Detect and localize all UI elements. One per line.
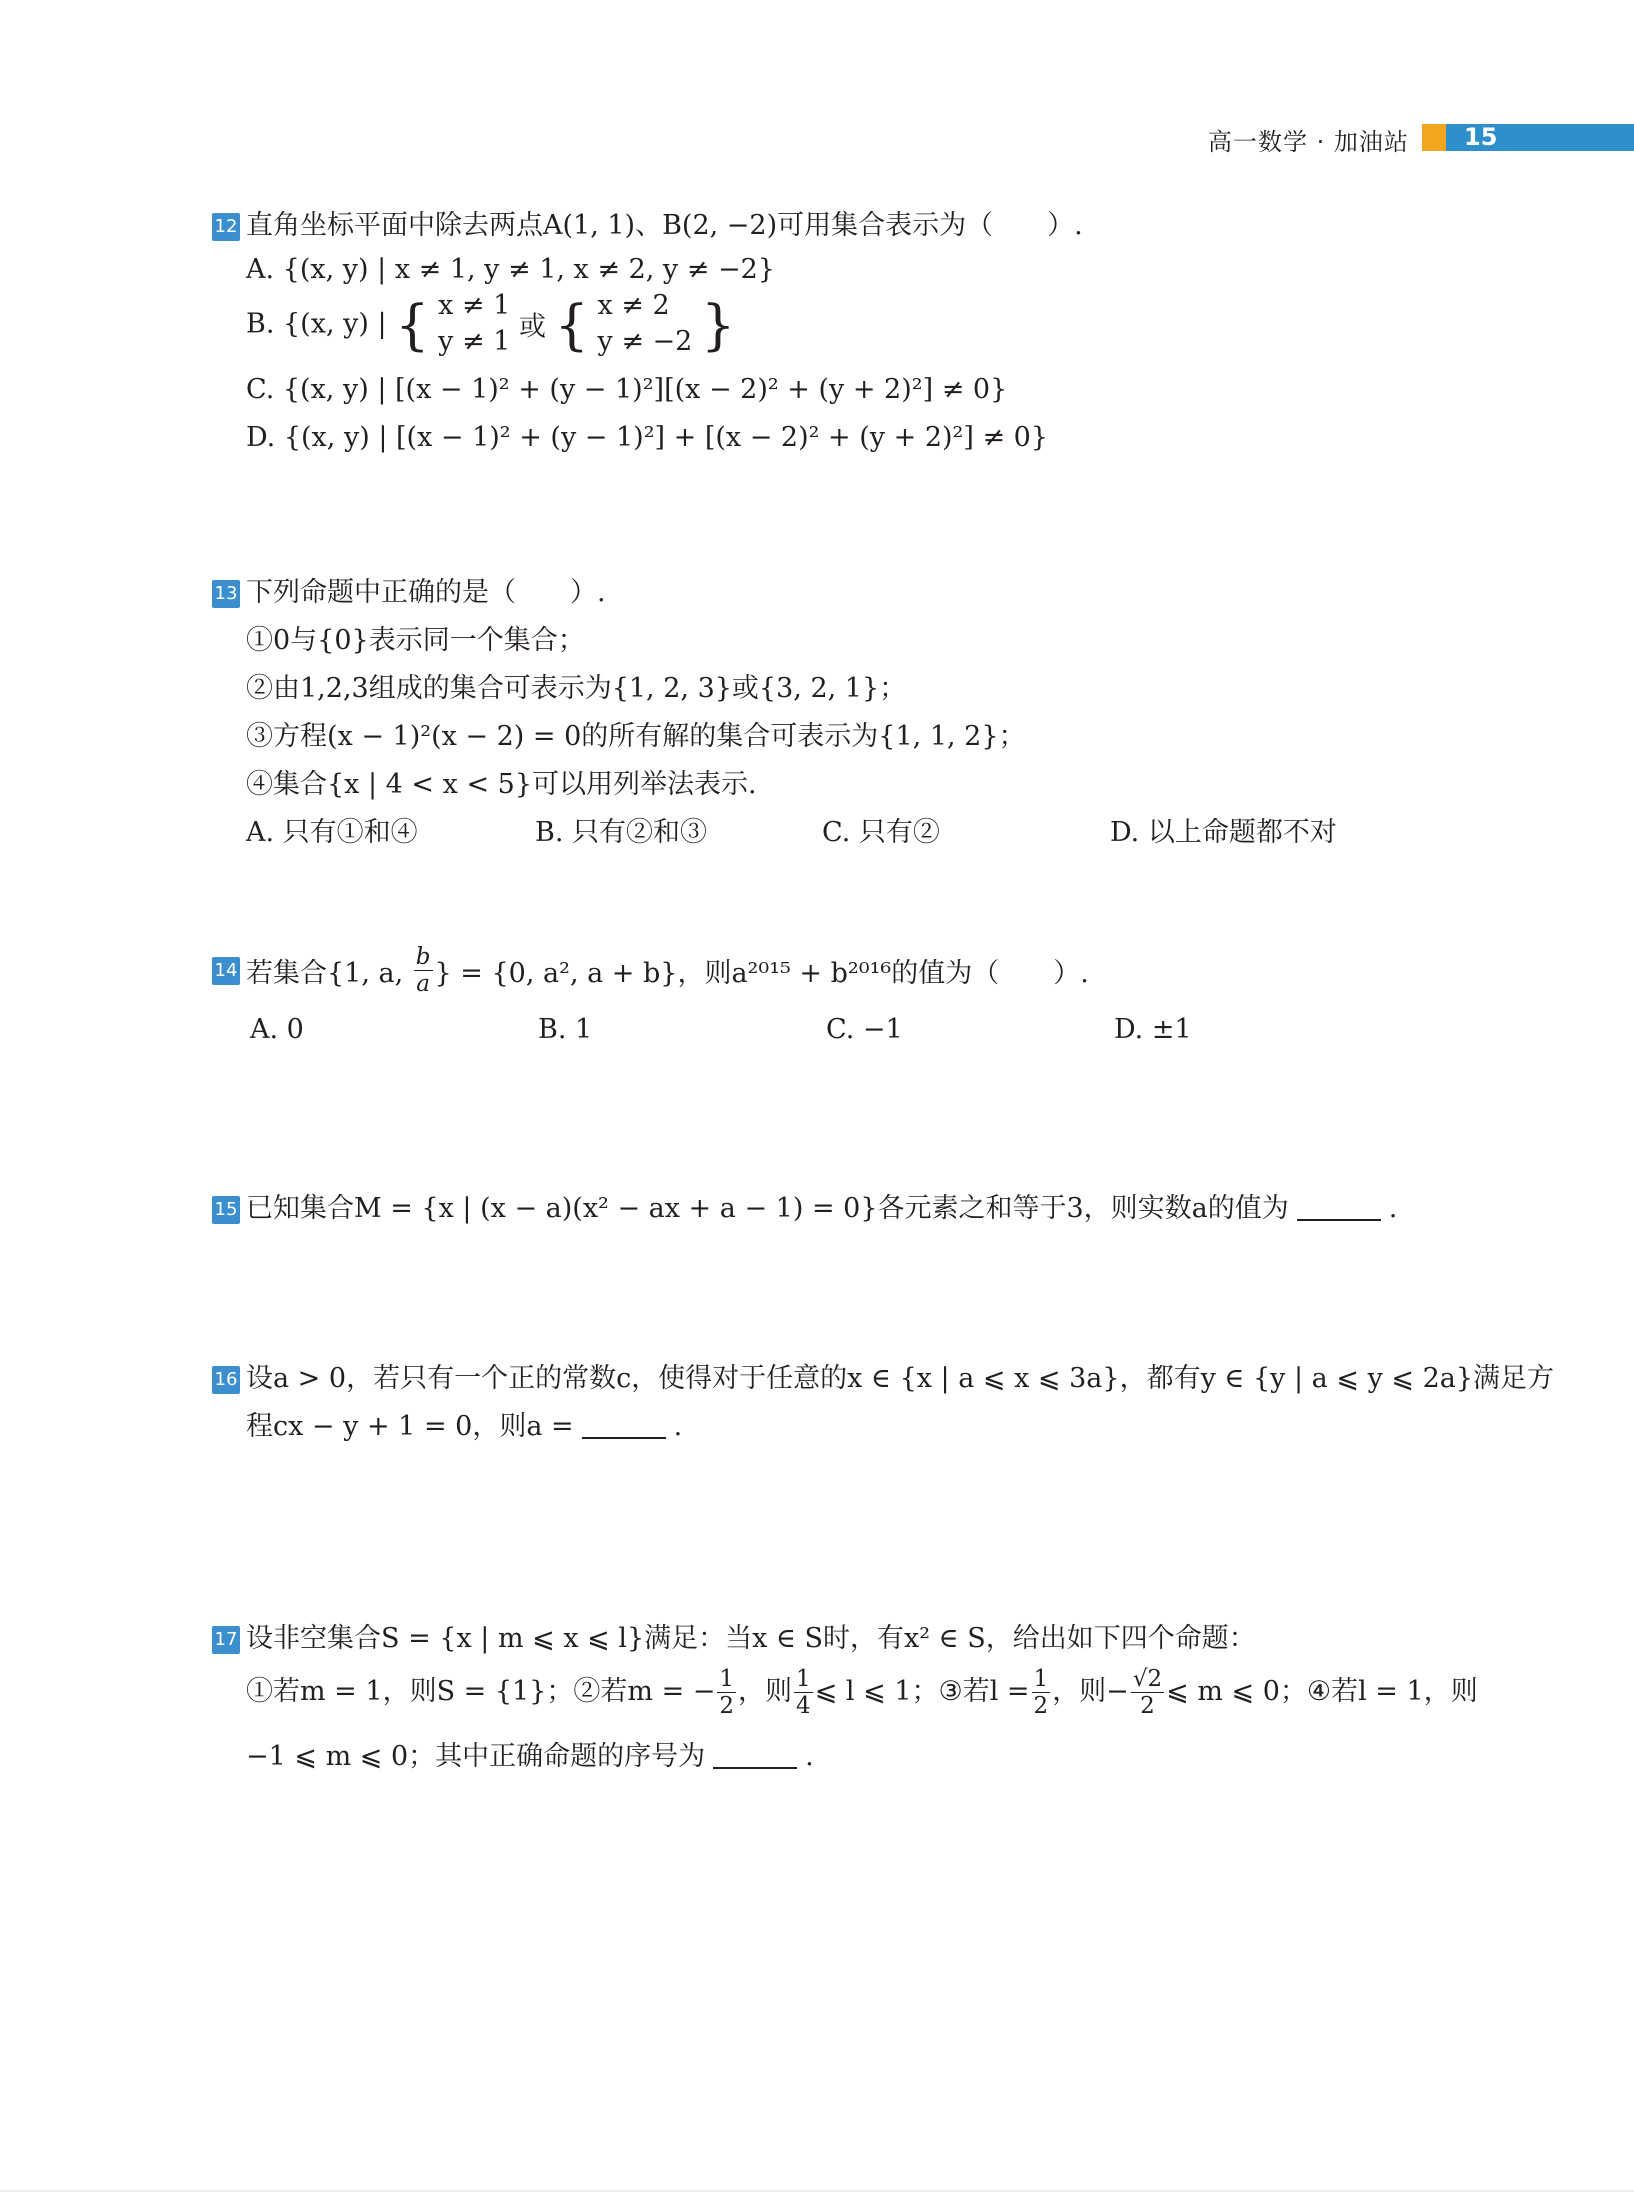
q17-frac-4 — [1131, 1666, 1164, 1719]
q13-number: 13 — [212, 580, 240, 608]
q12-option-c: C. {(x, y) | [(x − 1)² + (y − 1)²][(x − 2)² + (y + 2)²] ≠ 0} — [246, 374, 1008, 405]
q12-option-b-prefix: B. {(x, y) | — [246, 308, 387, 340]
q17-f2-num: 1 — [796, 1666, 811, 1692]
q16-answer-blank[interactable] — [582, 1437, 666, 1439]
q12-option-a: A. {(x, y) | x ≠ 1, y ≠ 1, x ≠ 2, y ≠ −2} — [246, 254, 775, 285]
q14-stem-line — [212, 944, 1089, 997]
q17-f2-den: 4 — [796, 1693, 811, 1719]
q17-f4-den: 2 — [1140, 1693, 1155, 1719]
q16-line-1 — [212, 1356, 1554, 1395]
q15-number: 15 — [212, 1196, 240, 1224]
q12-b-or: 或 — [518, 311, 546, 343]
q17-line-2 — [246, 1734, 814, 1773]
q13-option-b: B. 只有②和③ — [535, 817, 708, 848]
q14-number: 14 — [212, 957, 240, 985]
q17-p3: ⩽ l ⩽ 1；③若l = — [814, 1676, 1030, 1707]
q17-f4-num: √2 — [1132, 1666, 1163, 1692]
q13-statement-4: ④集合{x | 4 < x < 5}可以用列举法表示. — [246, 769, 757, 800]
q12-option-b-case1 — [438, 288, 510, 360]
q13-option-d: D. 以上命题都不对 — [1110, 817, 1337, 848]
q17-p4: ，则− — [1052, 1676, 1129, 1707]
q17-p5: ⩽ m ⩽ 0；④若l = 1，则 — [1166, 1676, 1478, 1707]
q14-option-c: C. −1 — [826, 1014, 903, 1045]
question-15 — [212, 1186, 1397, 1225]
q14-frac-numerator: b — [415, 944, 431, 970]
q17-f3-den: 2 — [1033, 1693, 1049, 1719]
q15-stem: 已知集合M = {x | (x − a)(x² − ax + a − 1) = 0}各元素之和等于3，则实数a的值为 — [246, 1193, 1289, 1224]
q16-line-2 — [246, 1404, 682, 1443]
q14-stem-pre: 若集合{1, a, — [246, 958, 404, 989]
q13-option-a: A. 只有①和④ — [246, 817, 418, 848]
q13-stem: 下列命题中正确的是（ ）. — [246, 577, 606, 608]
q17-f3-num: 1 — [1033, 1666, 1049, 1692]
q12-b-case1-top: x ≠ 1 — [438, 290, 511, 321]
q17-f1-num: 1 — [719, 1666, 735, 1692]
q12-stem-line — [212, 203, 1083, 242]
q16-stem-line2: 程cx − y + 1 = 0，则a = — [246, 1411, 574, 1442]
header-accent-block — [1422, 124, 1446, 151]
header-title: 高一数学 · 加油站 — [1208, 128, 1409, 156]
q16-number: 16 — [212, 1366, 240, 1394]
q16-end: . — [673, 1411, 683, 1442]
q14-stem-post: } = {0, a², a + b}，则a²⁰¹⁵ + b²⁰¹⁶的值为（ ）. — [434, 958, 1089, 989]
q12-option-b-brace-close: } — [700, 293, 736, 357]
q12-option-d: D. {(x, y) | [(x − 1)² + (y − 1)²] + [(x − 2)² + (y + 2)²] ≠ 0} — [246, 422, 1049, 453]
q14-option-d: D. ±1 — [1114, 1014, 1192, 1045]
q17-propositions — [246, 1660, 1478, 1724]
q15-end: . — [1388, 1193, 1398, 1224]
q12-option-b-brace: { — [395, 293, 430, 357]
q17-stem: 设非空集合S = {x | m ⩽ x ⩽ l}满足：当x ∈ S时，有x² ∈ S，给出如下四个命题： — [246, 1623, 1256, 1654]
q12-b-case2-bottom: y ≠ −2 — [597, 326, 693, 357]
q17-end: . — [805, 1741, 814, 1772]
q14-option-a: A. 0 — [250, 1014, 304, 1045]
q14-fraction-b-over-a — [414, 944, 433, 997]
q12-b-case1-bottom: y ≠ 1 — [438, 326, 511, 357]
q17-number: 17 — [212, 1626, 240, 1654]
q13-statement-2: ②由1,2,3组成的集合可表示为{1, 2, 3}或{3, 2, 1}； — [246, 673, 907, 704]
q13-statement-1: ①0与{0}表示同一个集合； — [246, 625, 585, 656]
q12-b-case2-top: x ≠ 2 — [597, 290, 670, 321]
q14-frac-denominator: a — [416, 971, 431, 997]
q17-answer-blank[interactable] — [713, 1767, 797, 1769]
q12-option-b-brace2: { — [554, 293, 589, 357]
q17-p1: ①若m = 1，则S = {1}；②若m = − — [246, 1676, 716, 1707]
q13-option-c: C. 只有② — [822, 817, 940, 848]
q17-frac-3 — [1032, 1666, 1051, 1719]
q12-number: 12 — [212, 213, 240, 241]
q12-option-b — [246, 288, 735, 372]
q12-option-b-case2 — [598, 288, 693, 360]
footer-divider — [0, 2190, 1634, 2192]
q13-statement-3: ③方程(x − 1)²(x − 2) = 0的所有解的集合可表示为{1, 1, 2}； — [246, 721, 1026, 752]
q17-frac-1 — [717, 1666, 736, 1719]
q16-stem-line1: 设a > 0，若只有一个正的常数c，使得对于任意的x ∈ {x | a ⩽ x ⩽ 3a}，都有y ∈ {y | a ⩽ y ⩽ 2a}满足方 — [246, 1363, 1555, 1394]
page-number: 15 — [1446, 124, 1634, 151]
q17-stem-line — [212, 1616, 1256, 1655]
q14-option-b: B. 1 — [538, 1014, 593, 1045]
q12-stem: 直角坐标平面中除去两点A(1, 1)、B(2, −2)可用集合表示为（ ）. — [246, 210, 1083, 241]
q15-answer-blank[interactable] — [1297, 1219, 1381, 1221]
q17-p2: ，则 — [738, 1676, 793, 1707]
q17-stem-line2: −1 ⩽ m ⩽ 0；其中正确命题的序号为 — [246, 1741, 706, 1772]
q17-frac-2 — [794, 1666, 813, 1719]
q17-f1-den: 2 — [719, 1693, 735, 1719]
q13-stem-line — [212, 570, 606, 609]
